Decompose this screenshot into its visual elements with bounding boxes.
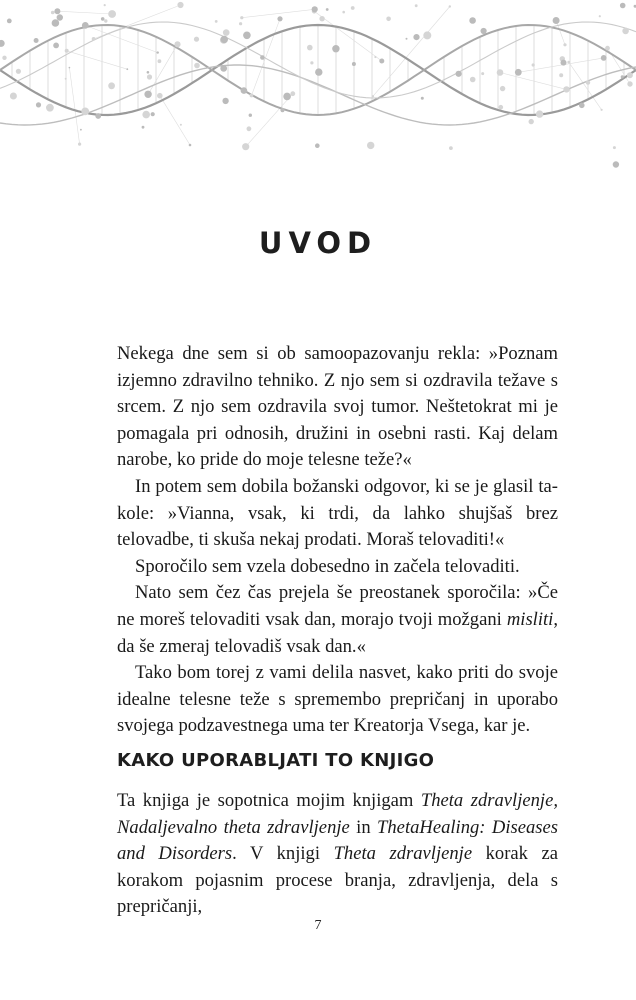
- network-dot: [386, 17, 391, 22]
- network-dot: [613, 161, 619, 167]
- chapter-title: UVOD: [258, 226, 378, 260]
- text-run: , da še zmeraj telovadiš vsak dan.«: [117, 608, 558, 657]
- network-link: [500, 73, 567, 90]
- network-dot: [515, 69, 522, 76]
- network-dot: [499, 105, 504, 110]
- network-dot: [622, 28, 629, 35]
- network-dot: [342, 11, 345, 14]
- network-dot: [326, 8, 329, 11]
- network-dot: [379, 59, 384, 64]
- book-title: Theta zdravljenje: [333, 843, 473, 865]
- network-dot: [80, 129, 82, 131]
- network-dot: [78, 143, 81, 146]
- network-dot: [469, 17, 476, 24]
- network-dot: [497, 69, 504, 76]
- network-dot: [532, 63, 535, 66]
- network-dot: [406, 38, 408, 40]
- network-dot: [500, 86, 505, 91]
- paragraph: In potem sem dobila božanski odgovor, ki se je glasil takole: »Vianna, vsak, ki trdi, da lahko shujšaš brez telovadbe, ti skuša nekaj prodati. Moraš telovaditi!«: [117, 475, 558, 551]
- section-text: [117, 788, 558, 921]
- network-dot: [189, 144, 192, 147]
- text-run: . V knjigi: [232, 843, 334, 865]
- network-dot: [239, 22, 242, 25]
- network-dot: [2, 56, 6, 60]
- network-dot: [69, 67, 71, 69]
- network-dot: [52, 19, 60, 27]
- network-dot: [290, 91, 295, 96]
- network-dot: [481, 28, 487, 34]
- network-dot: [627, 72, 633, 78]
- network-dot: [561, 60, 567, 66]
- network-dot: [51, 11, 55, 15]
- network-dot: [157, 93, 163, 99]
- network-dot: [147, 74, 152, 79]
- network-dot: [158, 59, 162, 63]
- network-dot: [423, 31, 431, 39]
- network-dot: [222, 98, 228, 104]
- paragraph: Tako bom torej z vami delila nasvet, kako priti do svoje idealne telesne teže s spremembo prepričanj in uporabo svojega podzavestnega uma ter Kreatorja Vsega, kar je.: [117, 662, 558, 737]
- network-dot: [7, 19, 12, 24]
- network-dot: [310, 61, 313, 64]
- network-dot: [586, 80, 590, 84]
- network-dot: [194, 63, 200, 69]
- network-dot: [367, 142, 374, 149]
- network-dot: [174, 41, 180, 47]
- network-dot: [101, 17, 105, 21]
- network-dot: [144, 91, 151, 98]
- network-dot: [352, 62, 356, 66]
- network-dot: [421, 97, 424, 100]
- section-heading: KAKO UPORABLJATI TO KNJIGO: [117, 750, 435, 771]
- network-dot: [315, 143, 320, 148]
- network-dot: [415, 4, 418, 7]
- network-dot: [53, 43, 59, 49]
- network-dot: [319, 16, 324, 21]
- network-dot: [108, 10, 116, 18]
- text-run: korak za korakom pojasnim procese branja, zdravljenja, dela s prepričanji,: [117, 843, 559, 918]
- network-dot: [372, 95, 374, 97]
- paragraph: [117, 580, 558, 660]
- dna-helix-banner: [0, 0, 636, 200]
- network-dot: [277, 16, 282, 21]
- network-dot: [142, 111, 150, 119]
- network-dot: [283, 93, 291, 101]
- network-dot: [54, 8, 60, 14]
- network-dot: [223, 29, 230, 36]
- network-dot: [613, 146, 616, 149]
- intro-text: [117, 341, 558, 740]
- network-dot: [620, 3, 626, 9]
- network-dot: [563, 43, 566, 46]
- network-dot: [151, 112, 155, 116]
- network-dot: [249, 114, 252, 117]
- network-link: [569, 62, 602, 110]
- network-dot: [34, 38, 39, 43]
- network-dot: [332, 45, 339, 52]
- page-number: 7: [314, 918, 322, 933]
- network-link: [242, 9, 315, 17]
- text-run: Nato sem čez čas prejela še preostanek sporočila: »Če ne moreš telovaditi vsak dan, morajo tvoji možgani: [117, 582, 558, 630]
- network-link: [252, 19, 281, 96]
- paragraph: Nekega dne sem si ob samoopazovanju rekla: »Poznam izjemno zdravilno tehniko. Z njo sem si ozdravila težave s srcem. Z njo sem ozdravila svoj tumor. Neštetokrat mi je pomagala pri odnosih, družini in osebni rasti. Kaj delam narobe, ko pride do moje telesne teže?«: [117, 343, 558, 471]
- book-title: ThetaHealing: Diseases and Disorders: [117, 816, 558, 865]
- network-dot: [312, 6, 318, 12]
- network-dot: [92, 37, 96, 41]
- network-dot: [563, 86, 569, 92]
- network-dot: [243, 32, 251, 40]
- network-dot: [215, 20, 218, 23]
- book-title: Theta zdravljenje, Nadaljevalno theta zdravljenje: [117, 790, 558, 838]
- network-dot: [242, 143, 249, 150]
- network-dot: [601, 109, 603, 111]
- text-run: in: [349, 816, 378, 838]
- network-dot: [240, 16, 243, 19]
- network-dot: [221, 36, 228, 43]
- emphasis: misliti: [506, 608, 554, 630]
- network-dot: [180, 124, 182, 126]
- text-run: Ta knjiga je sopotnica mojim knjigam: [117, 790, 421, 811]
- network-link: [148, 44, 177, 94]
- network-dot: [456, 71, 462, 77]
- network-dot: [81, 108, 89, 116]
- network-dot: [605, 46, 610, 51]
- network-dot: [10, 93, 17, 100]
- network-dot: [104, 4, 106, 6]
- network-dot: [481, 72, 484, 75]
- network-dot: [126, 68, 128, 70]
- network-dot: [57, 14, 63, 20]
- network-dot: [567, 61, 570, 64]
- network-dot: [157, 51, 159, 53]
- network-dot: [36, 102, 41, 107]
- network-dot: [553, 17, 560, 24]
- network-dot: [280, 108, 284, 112]
- network-dot: [82, 22, 89, 29]
- network-dot: [601, 55, 607, 61]
- network-dot: [104, 19, 107, 22]
- network-dot: [307, 45, 313, 51]
- network-link: [160, 96, 190, 145]
- network-dot: [194, 37, 199, 42]
- network-dot: [177, 2, 183, 8]
- network-dot: [250, 94, 254, 98]
- network-link: [69, 68, 79, 145]
- network-dot: [108, 82, 115, 89]
- network-dot: [16, 69, 21, 74]
- network-dot: [142, 126, 145, 129]
- network-dot: [315, 68, 322, 75]
- network-dot: [374, 56, 376, 58]
- network-link: [57, 11, 112, 14]
- network-dot: [413, 34, 419, 40]
- network-dot: [351, 6, 355, 10]
- network-dot: [599, 15, 601, 17]
- network-dot: [220, 65, 227, 72]
- network-dot: [0, 40, 5, 47]
- network-dot: [95, 113, 101, 119]
- network-dot: [147, 71, 150, 74]
- network-link: [246, 94, 293, 147]
- network-dot: [536, 110, 543, 117]
- network-dot: [65, 78, 67, 80]
- network-dot: [247, 126, 252, 131]
- network-dot: [529, 119, 534, 124]
- network-dot: [579, 103, 585, 109]
- network-dot: [627, 81, 632, 86]
- network-dot: [260, 55, 265, 60]
- network-dot: [559, 73, 563, 77]
- paragraph: [117, 788, 558, 921]
- network-dot: [46, 104, 54, 112]
- network-dot: [241, 87, 248, 94]
- network-dot: [65, 49, 69, 53]
- paragraph: Sporočilo sem vzela dobesedno in začela telovaditi.: [135, 555, 520, 577]
- network-link: [67, 51, 128, 69]
- network-dot: [470, 77, 476, 83]
- network-dot: [449, 5, 451, 7]
- network-dot: [449, 146, 453, 150]
- network-dot: [621, 75, 624, 78]
